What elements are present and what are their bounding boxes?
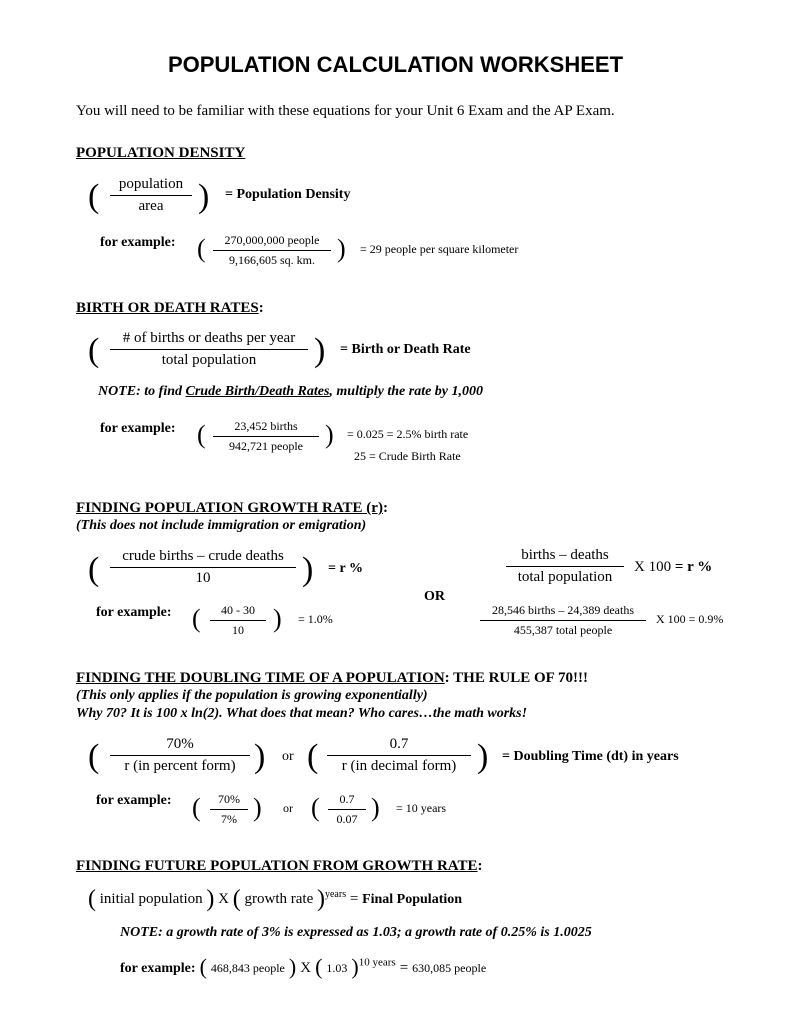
- open-paren: (: [192, 604, 201, 633]
- growth-example-numerator: 40 - 30: [210, 603, 266, 621]
- close-paren: ): [314, 332, 326, 369]
- open-paren: (: [315, 954, 323, 979]
- future-example-label: for example:: [120, 961, 196, 976]
- birth-example-label: for example:: [100, 421, 176, 436]
- close-paren: ): [198, 178, 210, 215]
- birth-example-fraction: [213, 419, 319, 454]
- doubling-example-result: = 10 years: [396, 801, 447, 815]
- density-formula-fraction: [110, 176, 192, 215]
- density-numerator: population: [110, 176, 192, 196]
- density-result: = Population Density: [225, 187, 351, 202]
- growth-alt-example-result: X 100 = 0.9%: [656, 612, 724, 626]
- future-example-exponent: 10 years: [358, 956, 396, 969]
- open-paren: (: [199, 954, 207, 979]
- future-formula: [88, 886, 462, 913]
- close-paren: ): [253, 793, 262, 822]
- doubling-fraction-percent: [110, 736, 250, 775]
- growth-alt-numerator: births – deaths: [506, 547, 624, 567]
- growth-alt-denominator: total population: [517, 569, 613, 585]
- doubling-denominator-decimal: r (in decimal form): [341, 758, 457, 774]
- doubling-numerator-decimal: 0.7: [327, 736, 471, 756]
- birth-formula-fraction: [110, 330, 308, 369]
- open-paren: (: [197, 420, 206, 449]
- doubling-example-denominator-decimal: 0.07: [336, 812, 358, 826]
- birth-example-result: = 0.025 = 2.5% birth rate: [347, 427, 469, 441]
- open-paren: (: [88, 551, 100, 588]
- birth-denominator: total population: [161, 352, 257, 368]
- doubling-note-2: Why 70? It is 100 x ln(2). What does that mean? Who cares…the math works!: [76, 706, 528, 721]
- doubling-example-label: for example:: [96, 793, 172, 808]
- close-paren: ): [351, 954, 359, 979]
- growth-heading: FINDING POPULATION GROWTH RATE (r):: [76, 500, 388, 516]
- future-equals: =: [349, 891, 359, 907]
- future-initial: initial population: [99, 891, 203, 907]
- future-exponent: years: [324, 889, 347, 900]
- doubling-result: = Doubling Time (dt) in years: [502, 749, 679, 764]
- close-paren: ): [316, 886, 325, 912]
- close-paren: ): [325, 420, 334, 449]
- close-paren: ): [254, 738, 266, 775]
- birth-example-denominator: 942,721 people: [229, 439, 303, 453]
- density-example-denominator: 9,166,605 sq. km.: [228, 253, 315, 267]
- close-paren: ): [371, 793, 380, 822]
- future-rate: growth rate: [244, 891, 314, 907]
- growth-denominator: 10: [195, 570, 211, 586]
- open-paren: (: [307, 738, 319, 775]
- page-title: POPULATION CALCULATION WORKSHEET: [167, 52, 624, 77]
- doubling-example-numerator-decimal: 0.7: [328, 792, 366, 810]
- open-paren: (: [88, 332, 100, 369]
- open-paren: (: [232, 886, 241, 912]
- doubling-denominator-percent: r (in percent form): [124, 758, 236, 774]
- growth-or: OR: [424, 589, 445, 604]
- crude-birth-rate-result: 25 = Crude Birth Rate: [354, 449, 461, 463]
- close-paren: ): [206, 886, 215, 912]
- close-paren: ): [302, 551, 314, 588]
- doubling-example-fraction-percent: [210, 792, 248, 827]
- future-example: [120, 954, 486, 980]
- growth-example-denominator: 10: [232, 623, 244, 637]
- growth-subnote: (This does not include immigration or emigration): [76, 518, 367, 533]
- close-paren: ): [273, 604, 282, 633]
- future-example-result: 630,085 people: [412, 961, 487, 975]
- growth-alt-example-fraction: [480, 603, 646, 638]
- growth-alt-fraction: [506, 547, 624, 586]
- future-result: Final Population: [362, 892, 463, 907]
- open-paren: (: [311, 793, 320, 822]
- birth-heading: BIRTH OR DEATH RATES:: [76, 300, 264, 316]
- intro-text: You will need to be familiar with these equations for your Unit 6 Exam and the AP Exam.: [76, 103, 615, 119]
- growth-formula-fraction: [110, 548, 296, 587]
- close-paren: ): [337, 234, 346, 263]
- open-paren: (: [88, 886, 96, 912]
- open-paren: (: [192, 793, 201, 822]
- close-paren: ): [288, 954, 297, 979]
- open-paren: (: [197, 234, 206, 263]
- doubling-heading: FINDING THE DOUBLING TIME OF A POPULATION: THE RULE OF 70!!!: [76, 670, 589, 686]
- growth-numerator: crude births – crude deaths: [110, 548, 296, 568]
- birth-numerator: # of births or deaths per year: [110, 330, 308, 350]
- density-example-numerator: 270,000,000 people: [213, 233, 331, 251]
- growth-alt-result: X 100 = r %: [634, 559, 713, 575]
- density-heading: POPULATION DENSITY: [76, 145, 246, 161]
- open-paren: (: [88, 738, 100, 775]
- future-heading: FINDING FUTURE POPULATION FROM GROWTH RATE:: [76, 858, 483, 874]
- doubling-example-denominator-percent: 7%: [221, 812, 237, 826]
- doubling-or: or: [282, 749, 294, 764]
- future-example-initial: 468,843 people: [210, 961, 285, 975]
- open-paren: (: [88, 178, 100, 215]
- birth-note: NOTE: to find Crude Birth/Death Rates, multiply the rate by 1,000: [98, 384, 484, 399]
- growth-example-result: = 1.0%: [298, 612, 333, 626]
- growth-example-fraction: [210, 603, 266, 638]
- growth-alt-example-numerator: 28,546 births – 24,389 deaths: [480, 603, 646, 621]
- close-paren: ): [477, 738, 489, 775]
- doubling-example-or: or: [283, 801, 293, 815]
- growth-alt-example-denominator: 455,387 total people: [513, 623, 613, 637]
- doubling-note-1: (This only applies if the population is growing exponentially): [76, 688, 428, 703]
- future-example-multiply: X: [300, 960, 312, 976]
- growth-example-label: for example:: [96, 605, 172, 620]
- birth-result: = Birth or Death Rate: [340, 342, 471, 357]
- density-denominator: area: [138, 198, 164, 214]
- density-example-label: for example:: [100, 235, 176, 250]
- birth-example-numerator: 23,452 births: [213, 419, 319, 437]
- doubling-example-fraction-decimal: [328, 792, 366, 827]
- density-example-result: = 29 people per square kilometer: [360, 242, 519, 256]
- growth-result: = r %: [328, 561, 363, 576]
- future-example-rate: 1.03: [326, 961, 348, 975]
- density-example-fraction: [213, 233, 331, 268]
- doubling-fraction-decimal: [327, 736, 471, 775]
- future-example-equals: =: [399, 960, 409, 976]
- future-note: NOTE: a growth rate of 3% is expressed as 1.03; a growth rate of 0.25% is 1.0025: [120, 925, 592, 940]
- doubling-example-numerator-percent: 70%: [210, 792, 248, 810]
- doubling-numerator-percent: 70%: [110, 736, 250, 756]
- future-multiply: X: [218, 891, 229, 907]
